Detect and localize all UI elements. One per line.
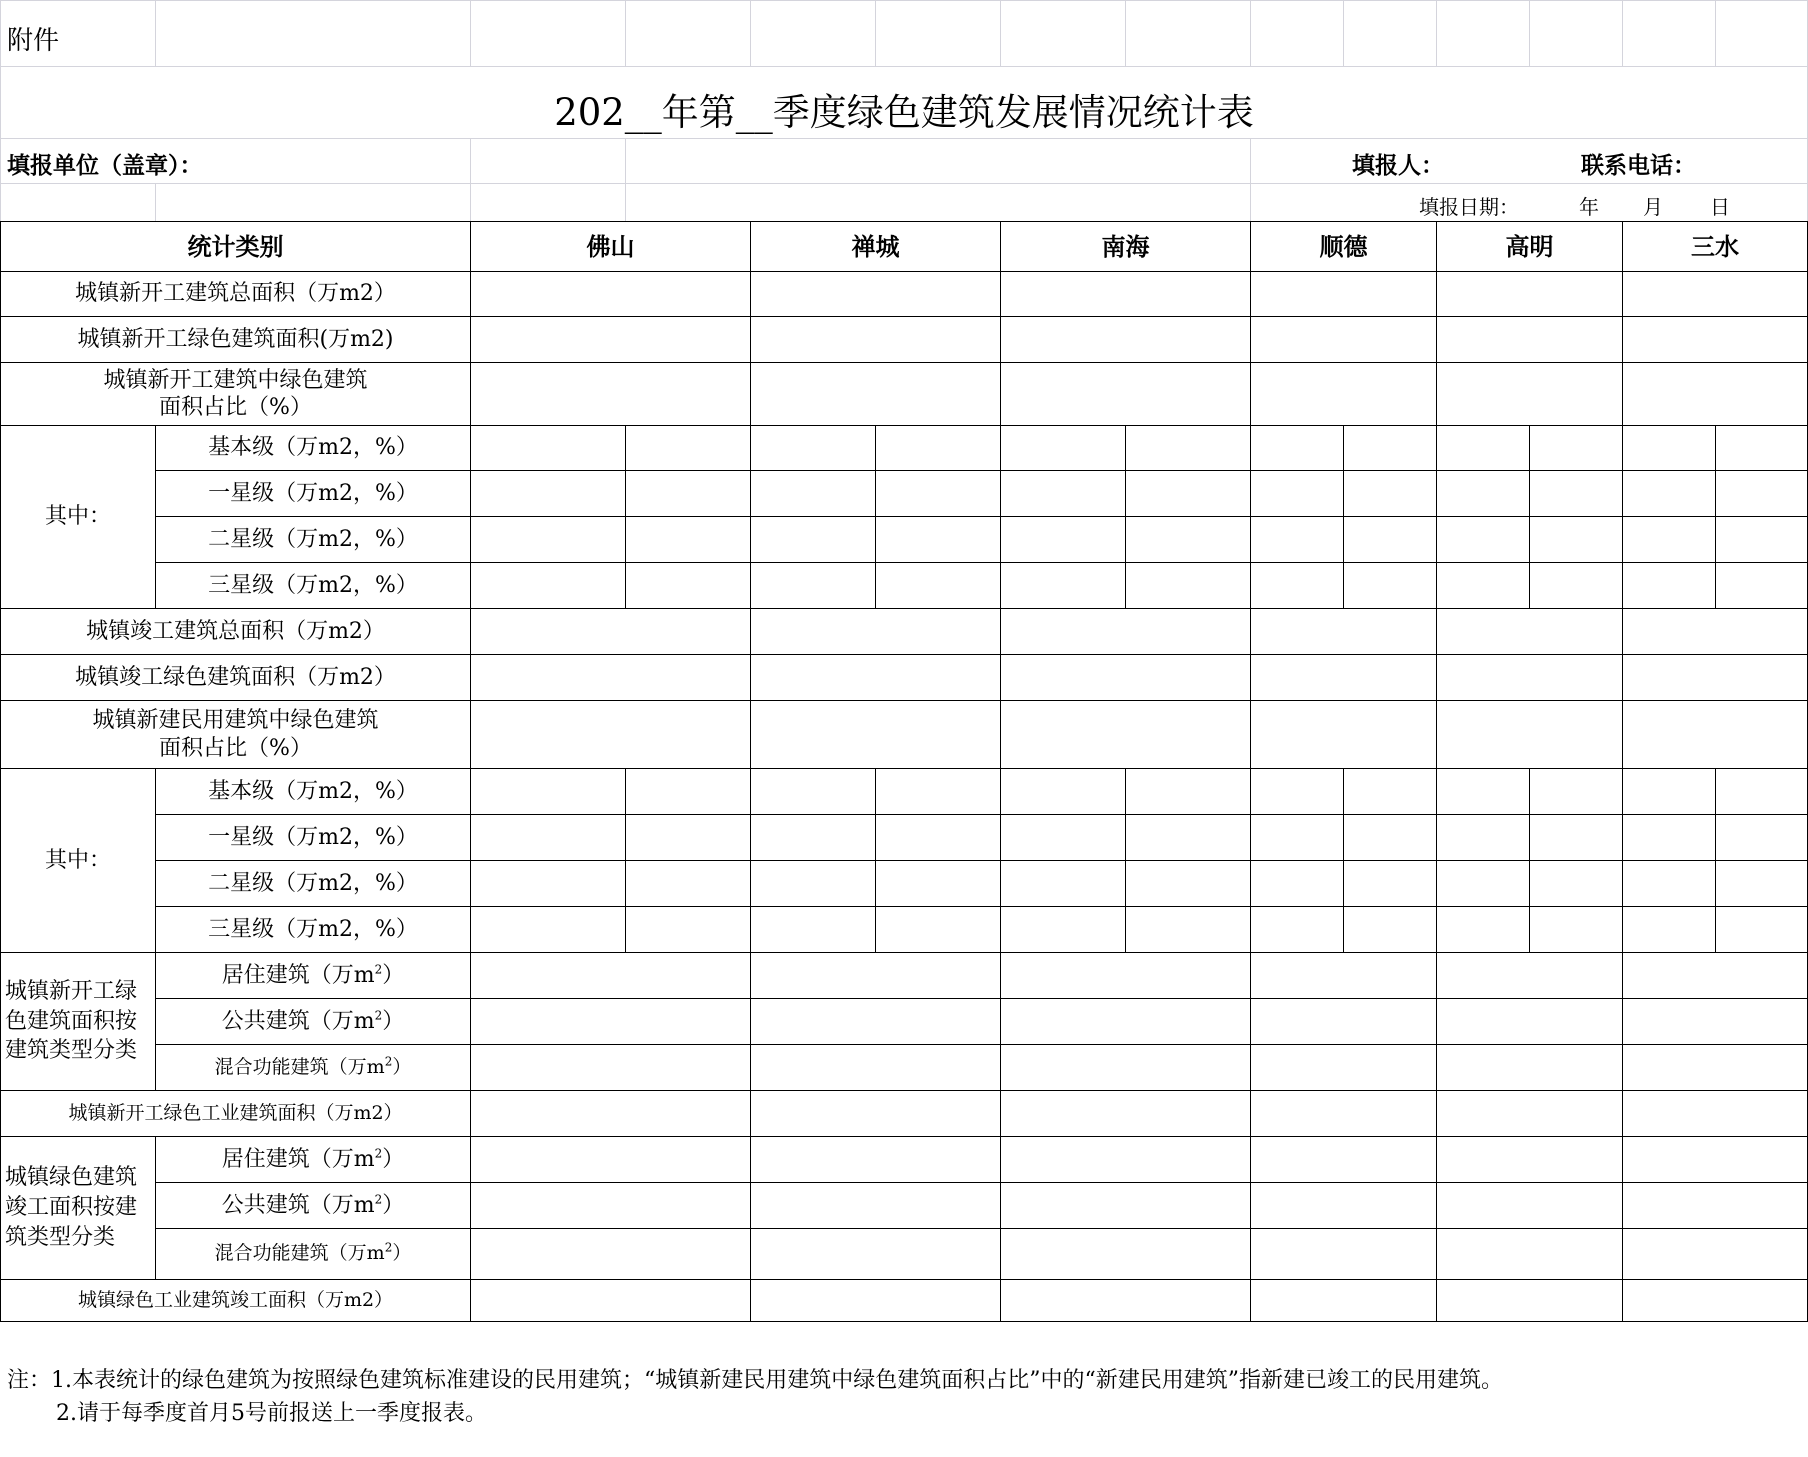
data-cell[interactable] — [1623, 272, 1808, 317]
data-cell[interactable] — [1126, 426, 1251, 471]
group-label: 城镇新开工绿色建筑面积按建筑类型分类 — [1, 953, 156, 1091]
superscript: 2 — [384, 1240, 393, 1255]
row-label: 城镇新开工绿色建筑面积(万m2) — [1, 317, 471, 363]
data-cell[interactable] — [1530, 563, 1623, 609]
data-cell[interactable] — [626, 471, 751, 517]
data-cell[interactable] — [751, 1229, 1001, 1280]
row-label — [1, 701, 471, 769]
row-label — [1, 363, 471, 426]
data-cell[interactable] — [1251, 426, 1344, 471]
data-cell[interactable] — [1716, 907, 1808, 953]
data-cell[interactable] — [1251, 272, 1437, 317]
data-cell[interactable] — [751, 655, 1001, 701]
row-label: 城镇绿色工业建筑竣工面积（万m2） — [1, 1280, 471, 1322]
data-cell[interactable] — [1344, 563, 1437, 609]
note-line-1: 注：1.本表统计的绿色建筑为按照绿色建筑标准建设的民用建筑；“城镇新建民用建筑中绿色建筑面积占比”中的“新建民用建筑”指新建已竣工的民用建筑。 — [7, 1368, 1503, 1393]
row-label-text: 居住建筑（万m — [221, 1146, 375, 1172]
row-label-text: 居住建筑（万m — [221, 962, 375, 988]
data-cell[interactable] — [1001, 426, 1126, 471]
data-cell[interactable] — [1344, 426, 1437, 471]
region-header: 顺德 — [1251, 222, 1437, 272]
data-cell[interactable] — [1126, 815, 1251, 861]
data-cell[interactable] — [876, 426, 1001, 471]
data-cell[interactable] — [751, 907, 876, 953]
attachment-label: 附件 — [7, 26, 60, 56]
data-cell[interactable] — [1437, 907, 1530, 953]
row-label: 三星级（万m2，%） — [156, 907, 471, 953]
data-cell[interactable] — [1001, 769, 1126, 815]
group-label: 城镇绿色建筑竣工面积按建筑类型分类 — [1, 1137, 156, 1280]
region-header: 佛山 — [471, 222, 751, 272]
data-cell[interactable] — [1126, 517, 1251, 563]
data-cell[interactable] — [1001, 1045, 1251, 1091]
data-cell[interactable] — [1251, 701, 1437, 769]
data-cell[interactable] — [1437, 1280, 1623, 1322]
data-cell[interactable] — [1251, 563, 1344, 609]
row-label-line: 城镇新建民用建筑中绿色建筑 — [92, 708, 379, 733]
data-cell[interactable] — [1437, 1229, 1623, 1280]
region-header: 禅城 — [751, 222, 1001, 272]
data-cell[interactable] — [1001, 563, 1126, 609]
row-label-text: 公共建筑（万m — [221, 1008, 375, 1034]
data-cell[interactable] — [471, 861, 626, 907]
date-label: 填报日期： — [1419, 195, 1519, 219]
data-cell[interactable] — [1437, 769, 1530, 815]
row-label — [156, 999, 471, 1045]
data-cell[interactable] — [471, 1183, 751, 1229]
data-cell[interactable] — [876, 517, 1001, 563]
data-cell[interactable] — [1716, 517, 1808, 563]
data-cell[interactable] — [751, 609, 1001, 655]
region-header: 三水 — [1623, 222, 1808, 272]
data-cell[interactable] — [471, 655, 751, 701]
data-cell[interactable] — [471, 363, 751, 426]
row-label-close: ） — [382, 1192, 405, 1218]
data-cell[interactable] — [1001, 953, 1251, 999]
data-cell[interactable] — [471, 426, 626, 471]
data-cell[interactable] — [471, 317, 751, 363]
page-title: 202__年第__季度绿色建筑发展情况统计表 — [554, 91, 1254, 134]
row-label: 基本级（万m2，%） — [156, 426, 471, 471]
data-cell[interactable] — [876, 861, 1001, 907]
data-cell[interactable] — [1001, 609, 1251, 655]
date-day: 日 — [1710, 195, 1730, 219]
data-cell[interactable] — [1001, 655, 1251, 701]
data-cell[interactable] — [1437, 999, 1623, 1045]
group-label: 其中： — [1, 426, 156, 609]
data-cell[interactable] — [1344, 815, 1437, 861]
data-cell[interactable] — [1126, 769, 1251, 815]
data-cell[interactable] — [1623, 655, 1808, 701]
data-cell[interactable] — [751, 363, 1001, 426]
data-cell[interactable] — [1001, 471, 1126, 517]
data-cell[interactable] — [1530, 517, 1623, 563]
data-cell[interactable] — [1623, 609, 1808, 655]
data-cell[interactable] — [751, 815, 876, 861]
data-cell[interactable] — [751, 1183, 1001, 1229]
data-cell[interactable] — [471, 563, 626, 609]
data-cell[interactable] — [1437, 1183, 1623, 1229]
data-cell[interactable] — [1530, 907, 1623, 953]
region-header: 南海 — [1001, 222, 1251, 272]
data-cell[interactable] — [751, 999, 1001, 1045]
data-cell[interactable] — [1623, 1280, 1808, 1322]
row-label-close: ） — [392, 1242, 412, 1265]
phone-label: 联系电话： — [1581, 152, 1696, 179]
data-cell[interactable] — [1251, 1137, 1437, 1183]
data-cell[interactable] — [1001, 272, 1251, 317]
data-cell[interactable] — [1251, 655, 1437, 701]
data-cell[interactable] — [1623, 953, 1808, 999]
data-cell[interactable] — [1530, 426, 1623, 471]
data-cell[interactable] — [1437, 317, 1623, 363]
row-label-line: 城镇新开工建筑中绿色建筑 — [103, 367, 368, 393]
row-label-line: 面积占比（%） — [159, 395, 312, 420]
row-label-line: 面积占比（%） — [159, 735, 312, 761]
data-cell[interactable] — [1001, 1137, 1251, 1183]
data-cell[interactable] — [471, 1137, 751, 1183]
data-cell[interactable] — [1001, 1091, 1251, 1137]
data-cell[interactable] — [1716, 426, 1808, 471]
data-cell[interactable] — [1344, 861, 1437, 907]
data-cell[interactable] — [1344, 907, 1437, 953]
data-cell[interactable] — [471, 471, 626, 517]
data-cell[interactable] — [1251, 317, 1437, 363]
data-cell[interactable] — [471, 1091, 751, 1137]
date-month: 月 — [1643, 195, 1663, 219]
data-cell[interactable] — [1437, 701, 1623, 769]
category-header: 统计类别 — [1, 222, 471, 272]
data-cell[interactable] — [1126, 471, 1251, 517]
row-label: 一星级（万m2，%） — [156, 815, 471, 861]
data-cell[interactable] — [1001, 701, 1251, 769]
data-cell[interactable] — [626, 861, 751, 907]
data-cell[interactable] — [1437, 272, 1623, 317]
data-cell[interactable] — [1001, 317, 1251, 363]
row-label-text: 混合功能建筑（万m — [214, 1055, 385, 1078]
data-cell[interactable] — [1623, 701, 1808, 769]
data-cell[interactable] — [1437, 471, 1530, 517]
data-cell[interactable] — [1251, 609, 1437, 655]
data-cell[interactable] — [1251, 1229, 1437, 1280]
row-label-close: ） — [392, 1055, 412, 1078]
statistics-table — [0, 221, 1808, 1322]
data-cell[interactable] — [1623, 1137, 1808, 1183]
data-cell[interactable] — [1716, 563, 1808, 609]
data-cell[interactable] — [1716, 769, 1808, 815]
data-cell[interactable] — [1623, 1229, 1808, 1280]
data-cell[interactable] — [471, 999, 751, 1045]
data-cell[interactable] — [751, 563, 876, 609]
data-cell[interactable] — [1623, 426, 1716, 471]
data-cell[interactable] — [751, 1137, 1001, 1183]
region-header: 高明 — [1437, 222, 1623, 272]
data-cell[interactable] — [751, 701, 1001, 769]
row-label — [156, 1183, 471, 1229]
data-cell[interactable] — [1623, 363, 1808, 426]
data-cell[interactable] — [751, 471, 876, 517]
data-cell[interactable] — [1437, 1045, 1623, 1091]
data-cell[interactable] — [1251, 517, 1344, 563]
data-cell[interactable] — [751, 1091, 1001, 1137]
row-label-close: ） — [382, 962, 405, 988]
data-cell[interactable] — [471, 769, 626, 815]
data-cell[interactable] — [751, 1280, 1001, 1322]
data-cell[interactable] — [626, 563, 751, 609]
row-label-close: ） — [382, 1146, 405, 1172]
filler-label: 填报人： — [1352, 152, 1444, 179]
row-label-text: 混合功能建筑（万m — [214, 1242, 385, 1265]
superscript: 2 — [384, 1054, 393, 1069]
data-cell[interactable] — [471, 953, 751, 999]
data-cell[interactable] — [1623, 861, 1716, 907]
row-label: 一星级（万m2，%） — [156, 471, 471, 517]
data-cell[interactable] — [1001, 363, 1251, 426]
row-label — [156, 1137, 471, 1183]
superscript: 2 — [374, 1146, 383, 1161]
data-cell[interactable] — [471, 815, 626, 861]
row-label: 城镇竣工绿色建筑面积（万m2） — [1, 655, 471, 701]
data-cell[interactable] — [1251, 1280, 1437, 1322]
data-cell[interactable] — [1437, 426, 1530, 471]
data-cell[interactable] — [751, 1045, 1001, 1091]
data-cell[interactable] — [1251, 471, 1344, 517]
data-cell[interactable] — [1437, 609, 1623, 655]
data-cell[interactable] — [1716, 861, 1808, 907]
data-cell[interactable] — [751, 769, 876, 815]
data-cell[interactable] — [1716, 471, 1808, 517]
data-cell[interactable] — [1623, 1045, 1808, 1091]
data-cell[interactable] — [471, 1045, 751, 1091]
data-cell[interactable] — [1623, 815, 1716, 861]
data-cell[interactable] — [471, 272, 751, 317]
row-label: 二星级（万m2，%） — [156, 517, 471, 563]
data-cell[interactable] — [1001, 1280, 1251, 1322]
data-cell[interactable] — [1126, 563, 1251, 609]
data-cell[interactable] — [1623, 769, 1716, 815]
data-cell[interactable] — [1344, 471, 1437, 517]
row-label-text: 公共建筑（万m — [221, 1192, 375, 1218]
note-line-2: 2.请于每季度首月5号前报送上一季度报表。 — [56, 1401, 487, 1426]
row-label: 城镇竣工建筑总面积（万m2） — [1, 609, 471, 655]
data-cell[interactable] — [626, 907, 751, 953]
data-cell[interactable] — [1437, 655, 1623, 701]
row-label: 二星级（万m2，%） — [156, 861, 471, 907]
row-label: 基本级（万m2，%） — [156, 769, 471, 815]
data-cell[interactable] — [1251, 815, 1344, 861]
data-cell[interactable] — [1126, 861, 1251, 907]
data-cell[interactable] — [1251, 769, 1344, 815]
row-label — [156, 1229, 471, 1280]
data-cell[interactable] — [1437, 517, 1530, 563]
data-cell[interactable] — [1437, 563, 1530, 609]
data-cell[interactable] — [1251, 363, 1437, 426]
data-cell[interactable] — [1001, 815, 1126, 861]
data-cell[interactable] — [471, 609, 751, 655]
data-cell[interactable] — [626, 517, 751, 563]
data-cell[interactable] — [751, 317, 1001, 363]
data-cell[interactable] — [1437, 363, 1623, 426]
data-cell[interactable] — [1623, 317, 1808, 363]
data-cell[interactable] — [751, 426, 876, 471]
data-cell[interactable] — [1623, 471, 1716, 517]
data-cell[interactable] — [876, 563, 1001, 609]
row-label: 三星级（万m2，%） — [156, 563, 471, 609]
data-cell[interactable] — [1437, 1091, 1623, 1137]
group-label: 其中： — [1, 769, 156, 953]
superscript: 2 — [374, 1008, 383, 1023]
data-cell[interactable] — [751, 953, 1001, 999]
data-cell[interactable] — [1251, 1045, 1437, 1091]
data-cell[interactable] — [1251, 1091, 1437, 1137]
data-cell[interactable] — [1001, 1229, 1251, 1280]
data-cell[interactable] — [1126, 907, 1251, 953]
data-cell[interactable] — [471, 1229, 751, 1280]
data-cell[interactable] — [1344, 769, 1437, 815]
data-cell[interactable] — [1530, 769, 1623, 815]
data-cell[interactable] — [751, 517, 876, 563]
data-cell[interactable] — [626, 815, 751, 861]
data-cell[interactable] — [1437, 953, 1623, 999]
row-label: 城镇新开工绿色工业建筑面积（万m2） — [1, 1091, 471, 1137]
data-cell[interactable] — [1251, 861, 1344, 907]
data-cell[interactable] — [876, 815, 1001, 861]
data-cell[interactable] — [1437, 815, 1530, 861]
row-label — [156, 953, 471, 999]
data-cell[interactable] — [471, 1280, 751, 1322]
data-cell[interactable] — [1530, 815, 1623, 861]
data-cell[interactable] — [1001, 999, 1251, 1045]
data-cell[interactable] — [751, 861, 876, 907]
data-cell[interactable] — [626, 426, 751, 471]
data-cell[interactable] — [1437, 861, 1530, 907]
data-cell[interactable] — [1530, 471, 1623, 517]
data-cell[interactable] — [1251, 953, 1437, 999]
data-cell[interactable] — [876, 907, 1001, 953]
data-cell[interactable] — [1623, 1091, 1808, 1137]
data-cell[interactable] — [751, 272, 1001, 317]
data-cell[interactable] — [1344, 517, 1437, 563]
superscript: 2 — [374, 1192, 383, 1207]
data-cell[interactable] — [1251, 907, 1344, 953]
data-cell[interactable] — [1623, 1183, 1808, 1229]
data-cell[interactable] — [471, 907, 626, 953]
data-cell[interactable] — [1623, 517, 1716, 563]
data-cell[interactable] — [1623, 563, 1716, 609]
date-year: 年 — [1579, 195, 1599, 219]
data-cell[interactable] — [1001, 907, 1126, 953]
data-cell[interactable] — [626, 769, 751, 815]
data-cell[interactable] — [1437, 1137, 1623, 1183]
row-label: 城镇新开工建筑总面积（万m2） — [1, 272, 471, 317]
data-cell[interactable] — [471, 701, 751, 769]
row-label-close: ） — [382, 1008, 405, 1034]
data-cell[interactable] — [471, 517, 626, 563]
row-label — [156, 1045, 471, 1091]
data-cell[interactable] — [876, 769, 1001, 815]
superscript: 2 — [374, 962, 383, 977]
data-cell[interactable] — [1001, 517, 1126, 563]
data-cell[interactable] — [1001, 861, 1126, 907]
data-cell[interactable] — [1001, 1183, 1251, 1229]
data-cell[interactable] — [1623, 999, 1808, 1045]
data-cell[interactable] — [876, 471, 1001, 517]
data-cell[interactable] — [1716, 815, 1808, 861]
reporting-unit-label: 填报单位（盖章）： — [7, 152, 203, 179]
data-cell[interactable] — [1530, 861, 1623, 907]
data-cell[interactable] — [1251, 999, 1437, 1045]
data-cell[interactable] — [1251, 1183, 1437, 1229]
data-cell[interactable] — [1623, 907, 1716, 953]
